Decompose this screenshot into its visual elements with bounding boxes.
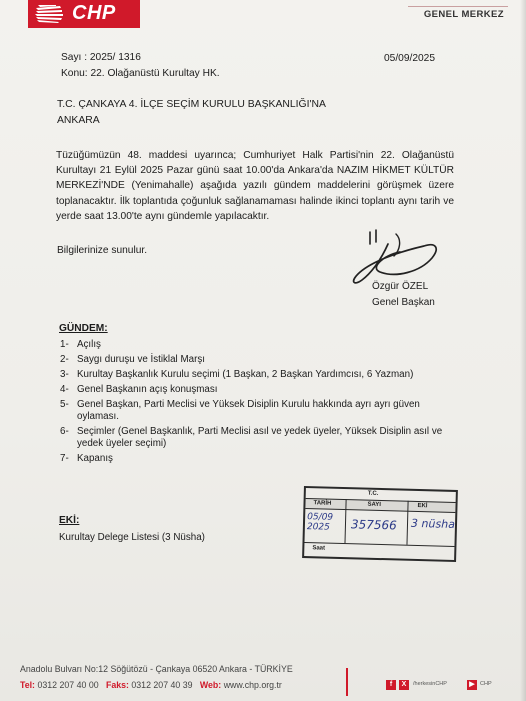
document-date: 05/09/2025: [384, 53, 435, 64]
agenda-item: 5- Genel Başkan, Parti Meclisi ve Yüksek Disiplin Kurulu hakkında ayrı ayrı güven: [60, 399, 420, 410]
agenda-item: 2- Saygı duruşu ve İstiklal Marşı: [60, 354, 205, 365]
logo-text: CHP: [72, 2, 116, 24]
stamp-col-date: TARİH: [313, 500, 332, 507]
header-rule: [408, 6, 508, 7]
org-name: GENEL MERKEZ: [423, 9, 504, 20]
attachment-heading: EKİ:: [59, 515, 80, 526]
youtube-icon[interactable]: ▶: [467, 680, 477, 690]
stamp-header: T.C.: [367, 490, 379, 497]
website-link[interactable]: www.chp.org.tr: [223, 680, 282, 690]
stamp-eki-handwritten: 3 nüsha: [410, 516, 456, 531]
addressee-city: ANKARA: [57, 115, 100, 126]
signatory-title: Genel Başkan: [372, 297, 435, 308]
stamp-col-number: SAYI: [367, 501, 382, 509]
agenda-item: 6- Seçimler (Genel Başkanlık, Parti Meclisi asıl ve yedek üyeler, Yüksek Disiplin asıl ve: [60, 426, 443, 437]
agenda-item: 4- Genel Başkanın açış konuşması: [60, 384, 218, 395]
footer-contacts: Tel: 0312 207 40 00 Faks: 0312 207 40 39 Web: www.chp.org.tr: [20, 680, 282, 690]
body-paragraph: Tüzüğümüzün 48. maddesi uyarınca; Cumhuriyet Halk Partisi'nin 22. Olağanüstü Kurultayı 21 Eylül 2025 Pazar günü saat 10.00'da Ankara'da NAZIM HİKMET KÜLTÜR MERKEZİ'NDE (Yenimahalle) aşağıda yazılı gündem maddelerini görüşmek üzere toplanacaktır. İlk toplantıda çoğunluk sağlanamaması halinde ikinci toplantı aynı tarih ve yerde saat 13.00'te aynı gündemle yapılacaktır.: [56, 150, 454, 222]
page-edge-shadow: [520, 0, 526, 701]
stamp-footer-label: Saat: [312, 545, 326, 552]
footer-address: Anadolu Bulvarı No:12 Söğütözü - Çankaya 06520 Ankara - TÜRKİYE: [20, 664, 293, 674]
registry-stamp: [302, 486, 458, 562]
org-header: [408, 0, 508, 24]
stamp-col-eki: EKİ: [417, 502, 428, 510]
agenda-item-continuation: yedek üyeler seçimi): [77, 438, 167, 449]
konu-line: Konu: 22. Olağanüstü Kurultay HK.: [61, 68, 220, 79]
attachment-item: Kurultay Delege Listesi (3 Nüsha): [59, 532, 205, 543]
youtube-label: CHP: [480, 681, 492, 687]
facebook-icon[interactable]: f: [386, 680, 396, 690]
social-handle: /herkesinCHP: [413, 681, 447, 687]
sayi-line: Sayı : 2025/ 1316: [61, 52, 141, 63]
signatory-name: Özgür ÖZEL: [372, 281, 429, 292]
closing-line: Bilgilerinize sunulur.: [57, 245, 148, 256]
footer-separator: [346, 668, 348, 696]
stamp-date-handwritten: 05/09 2025: [306, 512, 334, 533]
x-icon[interactable]: X: [399, 680, 409, 690]
agenda-item-continuation: oylaması.: [77, 411, 119, 422]
addressee-line: T.C. ÇANKAYA 4. İLÇE SEÇİM KURULU BAŞKANLIĞI'NA: [57, 99, 326, 110]
agenda-item: 1- Açılış: [60, 339, 101, 350]
chp-logo: [28, 0, 140, 28]
agenda-item: 7- Kapanış: [60, 453, 113, 464]
agenda-heading: GÜNDEM:: [59, 323, 108, 334]
six-arrows-icon: [34, 5, 64, 23]
agenda-item: 3- Kurultay Başkanlık Kurulu seçimi (1 Başkan, 2 Başkan Yardımcısı, 6 Yazman): [60, 369, 414, 380]
stamp-number-handwritten: 357566: [350, 517, 397, 533]
